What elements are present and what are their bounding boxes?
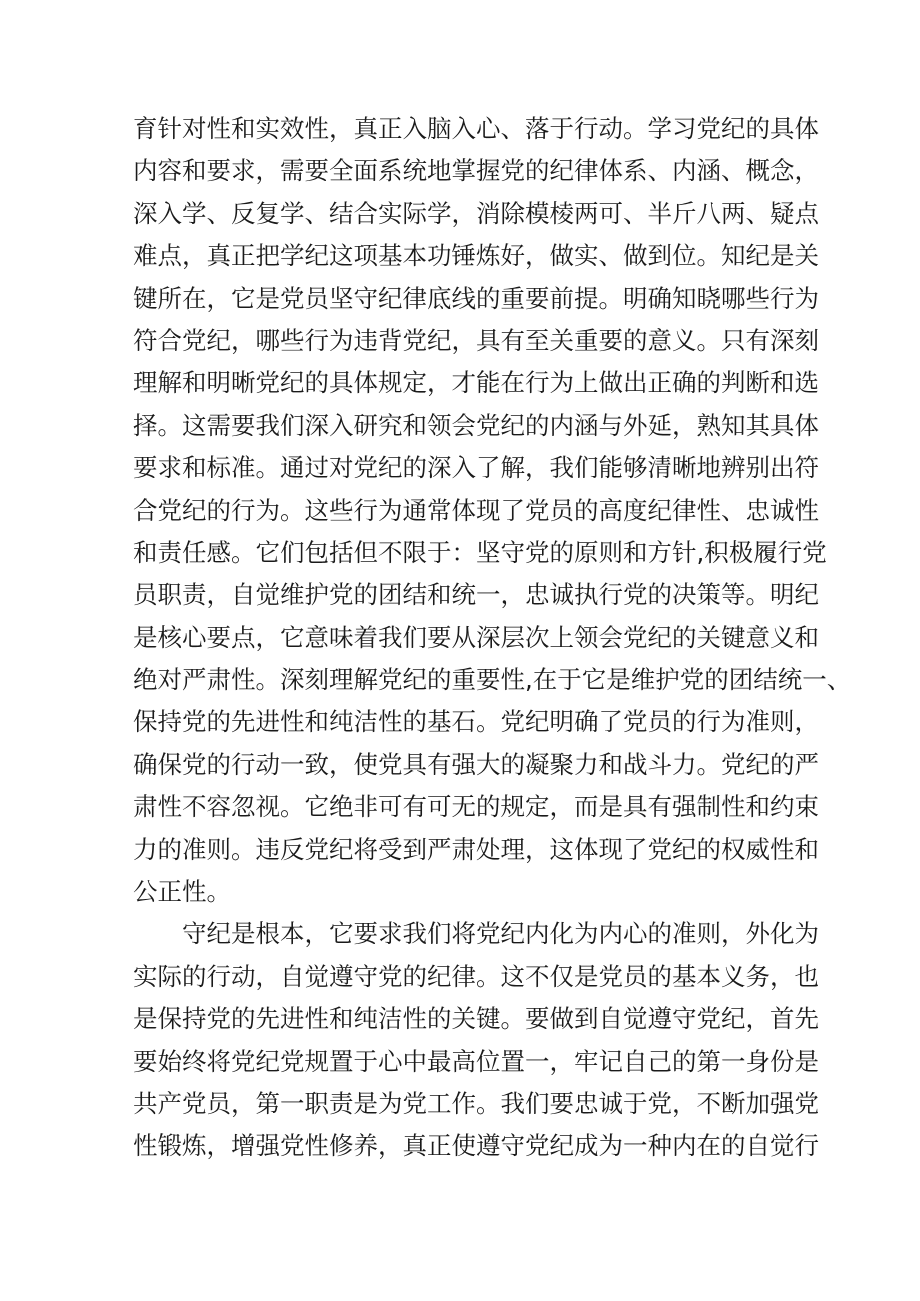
text-line: 实际的行动，自觉遵守党的纪律。这不仅是党员的基本义务，也 — [133, 961, 819, 991]
text-line: 难点，真正把学纪这项基本功锤炼好，做实、做到位。知纪是关 — [133, 241, 819, 271]
text-line: 育针对性和实效性，真正入脑入心、落于行动。学习党纪的具体 — [133, 114, 819, 143]
paragraph-start-line: 守纪是根本，它要求我们将党纪内化为内心的准则，外化为 — [182, 919, 819, 949]
text-line: 是保持党的先进性和纯洁性的关键。要做到自觉遵守党纪，首先 — [133, 1004, 819, 1034]
text-line: 公正性。 — [133, 877, 231, 907]
text-line: 理解和明晰党纪的具体规定，才能在行为上做出正确的判断和选 — [133, 368, 819, 398]
text-line: 肃性不容忽视。它绝非可有可无的规定，而是具有强制性和约束 — [133, 792, 819, 822]
text-line: 员职责，自觉维护党的团结和统一，忠诚执行党的决策等。明纪 — [133, 580, 819, 610]
text-line: 要始终将党纪党规置于心中最高位置一，牢记自己的第一身份是 — [133, 1046, 819, 1076]
text-line: 要求和标准。通过对党纪的深入了解，我们能够清晰地辨别出符 — [133, 453, 819, 483]
text-line: 内容和要求，需要全面系统地掌握党的纪律体系、内涵、概念， — [133, 156, 819, 186]
text-line: 绝对严肃性。深刻理解党纪的重要性,在于它是维护党的团结统一、 — [133, 665, 852, 695]
text-line: 键所在，它是党员坚守纪律底线的重要前提。明确知晓哪些行为 — [133, 283, 819, 313]
text-line: 和责任感。它们包括但不限于：坚守党的原则和方针,积极履行党 — [133, 537, 827, 567]
text-line: 深入学、反复学、结合实际学，消除模棱两可、半斤八两、疑点 — [133, 198, 819, 228]
text-line: 是核心要点，它意味着我们要从深层次上领会党纪的关键意义和 — [133, 622, 819, 652]
text-line: 确保党的行动一致，使党具有强大的凝聚力和战斗力。党纪的严 — [133, 749, 819, 779]
text-line: 力的准则。违反党纪将受到严肃处理，这体现了党纪的权威性和 — [133, 834, 819, 864]
text-line: 择。这需要我们深入研究和领会党纪的内涵与外延，熟知其具体 — [133, 410, 819, 440]
text-line: 共产党员，第一职责是为党工作。我们要忠诚于党，不断加强党 — [133, 1088, 819, 1118]
text-line: 合党纪的行为。这些行为通常体现了党员的高度纪律性、忠诚性 — [133, 495, 819, 525]
text-line: 符合党纪，哪些行为违背党纪，具有至关重要的意义。只有深刻 — [133, 325, 819, 355]
text-line: 保持党的先进性和纯洁性的基石。党纪明确了党员的行为准则， — [133, 707, 819, 737]
body-text — [133, 108, 852, 1168]
text-line: 性锻炼，增强党性修养，真正使遵守党纪成为一种内在的自觉行 — [133, 1131, 819, 1161]
